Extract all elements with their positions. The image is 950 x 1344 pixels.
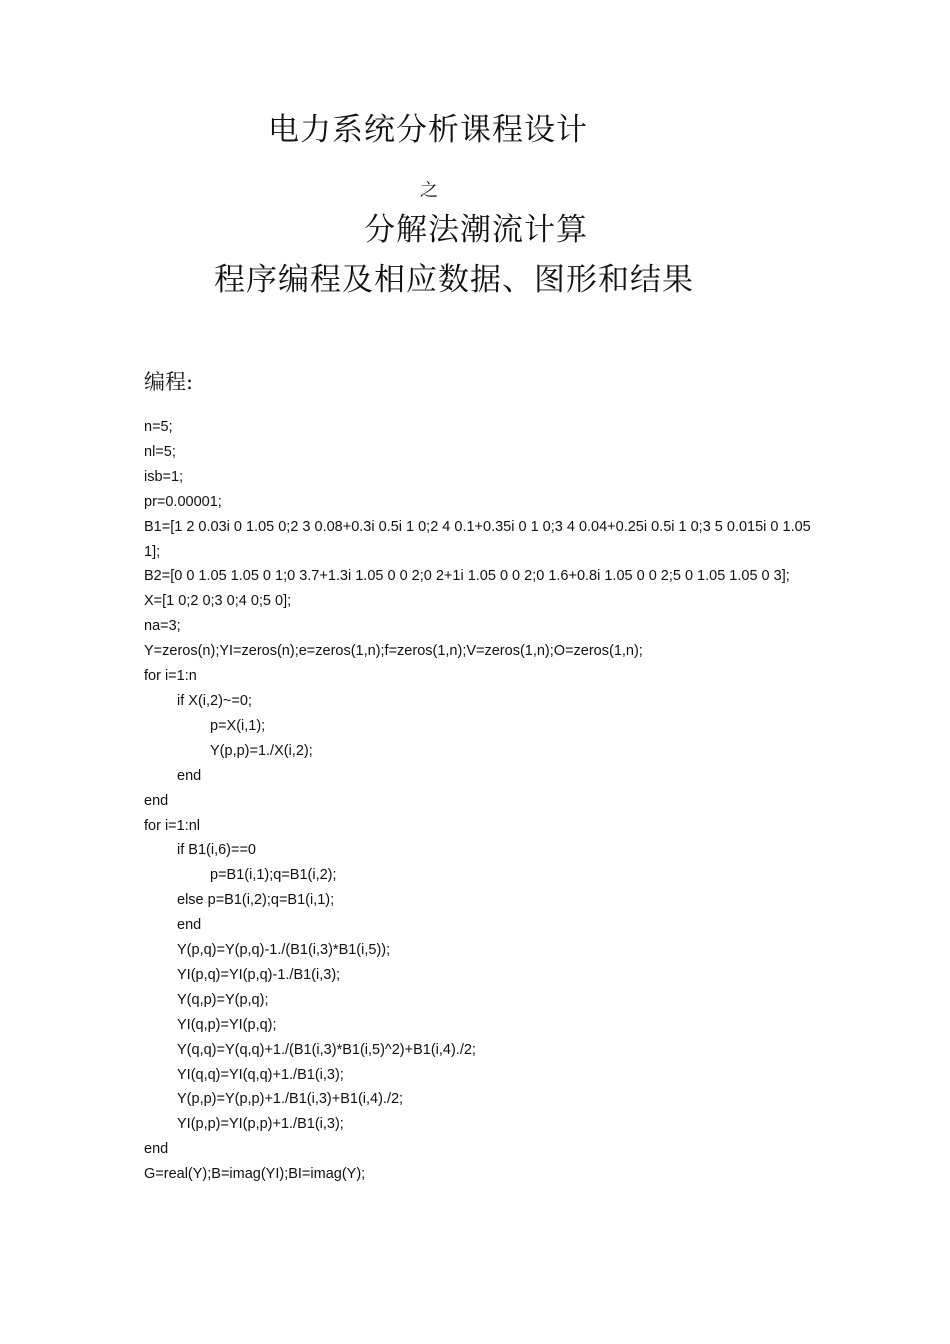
code-line: else p=B1(i,2);q=B1(i,1); bbox=[177, 892, 335, 909]
code-line: for i=1:nl bbox=[144, 817, 201, 834]
section-label-programming: 编程: bbox=[144, 370, 194, 394]
code-line: Y=zeros(n);YI=zeros(n);e=zeros(1,n);f=zeros(1,n);V=zeros(1,n);O=zeros(1,n); bbox=[144, 643, 643, 660]
code-line: YI(p,p)=YI(p,p)+1./B1(i,3); bbox=[177, 1116, 344, 1133]
code-line: end bbox=[177, 917, 202, 934]
code-line: p=X(i,1); bbox=[210, 717, 266, 734]
code-line: G=real(Y);B=imag(YI);BI=imag(Y); bbox=[144, 1166, 366, 1183]
code-line: for i=1:n bbox=[144, 668, 197, 685]
code-line: X=[1 0;2 0;3 0;4 0;5 0]; bbox=[144, 593, 292, 610]
code-line: end bbox=[177, 767, 202, 784]
code-line: if X(i,2)~=0; bbox=[177, 692, 252, 709]
doc-title-line1: 电力系统分析课程设计 bbox=[268, 112, 588, 148]
doc-title-line4: 程序编程及相应数据、图形和结果 bbox=[214, 262, 694, 298]
code-line: end bbox=[144, 1141, 169, 1158]
code-line: B2=[0 0 1.05 1.05 0 1;0 3.7+1.3i 1.05 0 0 2;0 2+1i 1.05 0 0 2;0 1.6+0.8i 1.05 0 0 2;5 0 1.05 1.05 0 3]; bbox=[144, 568, 790, 585]
code-line: YI(q,q)=YI(q,q)+1./B1(i,3); bbox=[177, 1066, 344, 1083]
code-line: nl=5; bbox=[144, 443, 176, 460]
code-line: Y(p,p)=Y(p,p)+1./B1(i,3)+B1(i,4)./2; bbox=[177, 1091, 404, 1108]
code-line: Y(p,q)=Y(p,q)-1./(B1(i,3)*B1(i,5)); bbox=[177, 942, 391, 959]
code-listing bbox=[144, 415, 815, 1187]
doc-title-line2: 之 bbox=[420, 180, 438, 201]
code-line: n=5; bbox=[144, 419, 173, 435]
code-line: Y(q,q)=Y(q,q)+1./(B1(i,3)*B1(i,5)^2)+B1(i,4)./2; bbox=[177, 1041, 476, 1058]
code-line: YI(p,q)=YI(p,q)-1./B1(i,3); bbox=[177, 966, 341, 983]
code-line: if B1(i,6)==0 bbox=[177, 842, 256, 859]
code-line: B1=[1 2 0.03i 0 1.05 0;2 3 0.08+0.3i 0.5i 1 0;2 4 0.1+0.35i 0 1 0;3 4 0.04+0.25i 0.5i 1 0;3 5 0.015i 0 1.05 1]; bbox=[144, 518, 815, 560]
code-line: YI(q,p)=YI(p,q); bbox=[177, 1016, 277, 1033]
doc-title-line3: 分解法潮流计算 bbox=[364, 212, 588, 248]
code-line: isb=1; bbox=[144, 468, 184, 485]
code-line: Y(q,p)=Y(p,q); bbox=[177, 991, 269, 1008]
code-line: Y(p,p)=1./X(i,2); bbox=[210, 742, 313, 759]
code-line: na=3; bbox=[144, 618, 181, 635]
code-line: pr=0.00001; bbox=[144, 493, 222, 510]
code-line: p=B1(i,1);q=B1(i,2); bbox=[210, 867, 337, 884]
code-line: end bbox=[144, 792, 169, 809]
